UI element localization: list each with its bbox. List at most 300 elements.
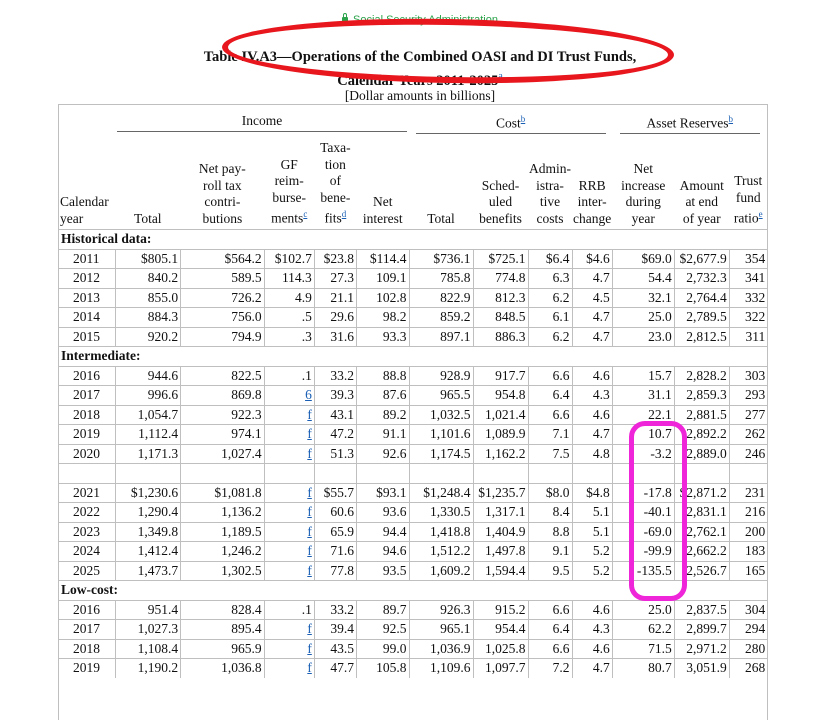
col-header-sched: Sched- uled benefits (479, 177, 522, 226)
cell: 304 (729, 600, 767, 620)
cell: 5.2 (572, 561, 612, 581)
cell: 7.2 (528, 659, 572, 678)
cell: 726.2 (181, 288, 264, 308)
cell: 1,036.9 (409, 639, 473, 659)
row-year: 2018 (59, 639, 115, 659)
cell: 1,027.3 (115, 620, 181, 640)
cell: 1,109.6 (409, 659, 473, 678)
cell: 80.7 (612, 659, 674, 678)
cell: 884.3 (115, 308, 181, 328)
cell[interactable]: f (264, 405, 314, 425)
cell[interactable]: f (264, 522, 314, 542)
cell: .5 (264, 308, 314, 328)
cell: 39.3 (314, 386, 356, 406)
cell: 2,789.5 (674, 308, 729, 328)
cell: $55.7 (314, 483, 356, 503)
cell: 589.5 (181, 269, 264, 289)
cell: 200 (729, 522, 767, 542)
cell: 2,889.0 (674, 444, 729, 464)
cell: 965.5 (409, 386, 473, 406)
cell: 2,892.2 (674, 425, 729, 445)
cell: 2,526.7 (674, 561, 729, 581)
cell: 21.1 (314, 288, 356, 308)
cell: 4.6 (572, 639, 612, 659)
cell: 822.9 (409, 288, 473, 308)
cell: 262 (729, 425, 767, 445)
cell: 65.9 (314, 522, 356, 542)
cell: 22.1 (612, 405, 674, 425)
group-header-row (59, 106, 767, 134)
cell: 5.1 (572, 503, 612, 523)
cell: 93.6 (357, 503, 410, 523)
row-year: 2016 (59, 600, 115, 620)
cell: 1,317.1 (473, 503, 528, 523)
cell: 4.9 (264, 288, 314, 308)
empty-cell (115, 464, 181, 484)
cell: 183 (729, 542, 767, 562)
cell: $1,235.7 (473, 483, 528, 503)
cell: 2,732.3 (674, 269, 729, 289)
cell: .1 (264, 366, 314, 386)
cell: 1,594.4 (473, 561, 528, 581)
cell: 303 (729, 366, 767, 386)
cell: 322 (729, 308, 767, 328)
cell: 246 (729, 444, 767, 464)
cell: 4.3 (572, 620, 612, 640)
cell: 1,330.5 (409, 503, 473, 523)
cell: $102.7 (264, 249, 314, 269)
cell: 165 (729, 561, 767, 581)
cell: 848.5 (473, 308, 528, 328)
cell: 10.7 (612, 425, 674, 445)
cell: 60.6 (314, 503, 356, 523)
assets-note-link[interactable]: b (728, 114, 734, 124)
table-row (59, 620, 767, 640)
cell: 7.1 (528, 425, 572, 445)
row-year: 2021 (59, 483, 115, 503)
cell: $736.1 (409, 249, 473, 269)
cell: 1,418.8 (409, 522, 473, 542)
cell: 94.6 (357, 542, 410, 562)
cell: 974.1 (181, 425, 264, 445)
cell: 4.7 (572, 308, 612, 328)
asset-reserves-group-header: Asset Reserves$^b$ (620, 110, 760, 134)
cell: 89.7 (357, 600, 410, 620)
row-year: 2012 (59, 269, 115, 289)
cell: 94.4 (357, 522, 410, 542)
cell: 88.8 (357, 366, 410, 386)
cell: 9.1 (528, 542, 572, 562)
cell: 43.5 (314, 639, 356, 659)
empty-cell (357, 464, 410, 484)
table-subtitle: [Dollar amounts in billions] (344, 88, 496, 103)
cell: 6.2 (528, 288, 572, 308)
cell: 4.7 (572, 659, 612, 678)
cell: 31.6 (314, 327, 356, 347)
cell: 47.2 (314, 425, 356, 445)
cell: 1,112.4 (115, 425, 181, 445)
cell: 92.5 (357, 620, 410, 640)
col-header-rrb: RRB inter- change (573, 177, 612, 226)
cell: 109.1 (357, 269, 410, 289)
cell: 1,089.9 (473, 425, 528, 445)
cell: $564.2 (181, 249, 264, 269)
table-row (59, 288, 767, 308)
cell: 293 (729, 386, 767, 406)
cell: 915.2 (473, 600, 528, 620)
cell: 114.3 (264, 269, 314, 289)
cell: 2,837.5 (674, 600, 729, 620)
cell: 27.3 (314, 269, 356, 289)
cell: 1,246.2 (181, 542, 264, 562)
cell: 859.2 (409, 308, 473, 328)
cell: 2,971.2 (674, 639, 729, 659)
cell: 25.0 (612, 308, 674, 328)
cell[interactable]: f (264, 425, 314, 445)
table-row (59, 600, 767, 620)
row-year: 2018 (59, 405, 115, 425)
table-row (59, 308, 767, 328)
cell: 6.1 (528, 308, 572, 328)
cell: 33.2 (314, 600, 356, 620)
cell: 1,027.4 (181, 444, 264, 464)
cell: 354 (729, 249, 767, 269)
col-header-taxben: Taxa- tion of bene- fits$^d$ (320, 140, 351, 226)
cell: 23.0 (612, 327, 674, 347)
cell: 280 (729, 639, 767, 659)
row-year: 2023 (59, 522, 115, 542)
cell: 2,828.2 (674, 366, 729, 386)
cell: 8.8 (528, 522, 572, 542)
cell[interactable]: 6 (264, 386, 314, 406)
cell[interactable]: f (264, 542, 314, 562)
cell: 6.4 (528, 620, 572, 640)
cell: -3.2 (612, 444, 674, 464)
cell: -99.9 (612, 542, 674, 562)
cell: .3 (264, 327, 314, 347)
row-year: 2016 (59, 366, 115, 386)
table-row (59, 386, 767, 406)
section-header-row (59, 230, 767, 250)
cell: 1,497.8 (473, 542, 528, 562)
cell: 4.5 (572, 288, 612, 308)
cell[interactable]: f (264, 639, 314, 659)
cell: 917.7 (473, 366, 528, 386)
cell: 29.6 (314, 308, 356, 328)
cell: 1,512.2 (409, 542, 473, 562)
cell: $2,677.9 (674, 249, 729, 269)
cell: 1,101.6 (409, 425, 473, 445)
cell: 1,032.5 (409, 405, 473, 425)
cell[interactable]: f (264, 659, 314, 678)
cell: 51.3 (314, 444, 356, 464)
cell: 794.9 (181, 327, 264, 347)
cell: 6.6 (528, 366, 572, 386)
row-year: 2022 (59, 503, 115, 523)
col-header-payroll: Net pay- roll tax contri- butions (198, 161, 246, 226)
row-year: 2013 (59, 288, 115, 308)
cell: 216 (729, 503, 767, 523)
cell: 869.8 (181, 386, 264, 406)
title-footnote-link[interactable]: a (498, 71, 503, 82)
cell: 2,831.1 (674, 503, 729, 523)
cell: 47.7 (314, 659, 356, 678)
cell: 822.5 (181, 366, 264, 386)
cell: $805.1 (115, 249, 181, 269)
column-header-row (59, 134, 767, 230)
cell[interactable]: f (264, 503, 314, 523)
cell: 1,054.7 (115, 405, 181, 425)
section-label: Low-cost: (59, 581, 767, 601)
row-year: 2015 (59, 327, 115, 347)
col-note-link[interactable]: d (341, 209, 347, 219)
col-note-link[interactable]: e (758, 209, 763, 219)
cell: 1,412.4 (115, 542, 181, 562)
cell: 6.6 (528, 600, 572, 620)
cell: $1,248.4 (409, 483, 473, 503)
cell: $4.8 (572, 483, 612, 503)
row-year: 2025 (59, 561, 115, 581)
col-header-gf: GF reim- burse- ments$^c$ (271, 156, 308, 226)
cell: 1,404.9 (473, 522, 528, 542)
cell: 922.3 (181, 405, 264, 425)
cell: 895.4 (181, 620, 264, 640)
empty-cell (409, 464, 473, 484)
cell: 25.0 (612, 600, 674, 620)
cell: $2,871.2 (674, 483, 729, 503)
cell: 102.8 (357, 288, 410, 308)
cell: 1,609.2 (409, 561, 473, 581)
cell: 1,108.4 (115, 639, 181, 659)
cell: 4.8 (572, 444, 612, 464)
col-header-total: Total (134, 210, 162, 226)
cell: 98.2 (357, 308, 410, 328)
empty-cell (181, 464, 264, 484)
cell: 6.6 (528, 639, 572, 659)
section-label: Intermediate: (59, 347, 767, 367)
cell: 43.1 (314, 405, 356, 425)
cell: 62.2 (612, 620, 674, 640)
cell: 840.2 (115, 269, 181, 289)
cell: 954.4 (473, 620, 528, 640)
cell: $23.8 (314, 249, 356, 269)
cell: 1,189.5 (181, 522, 264, 542)
cell: 89.2 (357, 405, 410, 425)
cell: 4.7 (572, 269, 612, 289)
cell: 1,174.5 (409, 444, 473, 464)
cell: 277 (729, 405, 767, 425)
cell: 1,136.2 (181, 503, 264, 523)
cell: 965.9 (181, 639, 264, 659)
row-year: 2024 (59, 542, 115, 562)
cell: 1,025.8 (473, 639, 528, 659)
cell: 6.4 (528, 386, 572, 406)
cell: 4.7 (572, 425, 612, 445)
cell: 996.6 (115, 386, 181, 406)
cell: 954.8 (473, 386, 528, 406)
cell: $69.0 (612, 249, 674, 269)
col-header-year: Calendar year (60, 194, 109, 226)
col-header-cost-total: Total (427, 210, 455, 226)
cell: 1,021.4 (473, 405, 528, 425)
col-header-admin: Admin- istra- tive costs (529, 161, 571, 226)
income-group-header: Income (117, 112, 407, 132)
cell: 1,036.8 (181, 659, 264, 678)
cell: 6.6 (528, 405, 572, 425)
cell: 944.6 (115, 366, 181, 386)
cell: 9.5 (528, 561, 572, 581)
empty-cell (473, 464, 528, 484)
cell: 99.0 (357, 639, 410, 659)
cell: 32.1 (612, 288, 674, 308)
cell: $725.1 (473, 249, 528, 269)
cell: 756.0 (181, 308, 264, 328)
cell: 294 (729, 620, 767, 640)
col-note-link[interactable]: c (303, 209, 308, 219)
cell: 2,812.5 (674, 327, 729, 347)
table-row (59, 327, 767, 347)
cell: 71.5 (612, 639, 674, 659)
row-year: 2019 (59, 425, 115, 445)
cell: 886.3 (473, 327, 528, 347)
cell: 1,171.3 (115, 444, 181, 464)
empty-cell (264, 464, 314, 484)
cell: 33.2 (314, 366, 356, 386)
cell: 2,859.3 (674, 386, 729, 406)
cell: $114.4 (357, 249, 410, 269)
cell: .1 (264, 600, 314, 620)
cell: 2,662.2 (674, 542, 729, 562)
cell[interactable]: f (264, 620, 314, 640)
cell: 31.1 (612, 386, 674, 406)
cell: 951.4 (115, 600, 181, 620)
cell: 2,764.4 (674, 288, 729, 308)
cell: 231 (729, 483, 767, 503)
site-name: Social Security Administration (353, 14, 498, 26)
cell: 774.8 (473, 269, 528, 289)
cell[interactable]: f (264, 483, 314, 503)
cell: 268 (729, 659, 767, 678)
cell: $4.6 (572, 249, 612, 269)
cell: 785.8 (409, 269, 473, 289)
cell: 311 (729, 327, 767, 347)
row-year: 2011 (59, 249, 115, 269)
cell: 6.3 (528, 269, 572, 289)
cell: 7.5 (528, 444, 572, 464)
title-line-1: Table IV.A3—Operations of the Combined OASI and DI Trust Funds, (203, 49, 637, 65)
cell: 87.6 (357, 386, 410, 406)
cell: 2,881.5 (674, 405, 729, 425)
title-line-2: Calendar Years 2011-2025 (337, 72, 499, 89)
row-year: 2019 (59, 659, 115, 678)
cell: 4.6 (572, 405, 612, 425)
row-year: 2014 (59, 308, 115, 328)
cell: 4.6 (572, 600, 612, 620)
cell: 71.6 (314, 542, 356, 562)
cell: 54.4 (612, 269, 674, 289)
col-header-interest: Net interest (362, 194, 403, 226)
cell: $93.1 (357, 483, 410, 503)
cell: 1,473.7 (115, 561, 181, 581)
empty-cell (572, 464, 612, 484)
cell: 105.8 (357, 659, 410, 678)
cell: 1,290.4 (115, 503, 181, 523)
cell: 332 (729, 288, 767, 308)
cell: 1,097.7 (473, 659, 528, 678)
cell: 91.1 (357, 425, 410, 445)
table-row (59, 269, 767, 289)
cell: 92.6 (357, 444, 410, 464)
cell: -135.5 (612, 561, 674, 581)
cell: 77.8 (314, 561, 356, 581)
cell: $1,081.8 (181, 483, 264, 503)
row-year: 2017 (59, 620, 115, 640)
cell: 920.2 (115, 327, 181, 347)
cell[interactable]: f (264, 444, 314, 464)
col-header-netinc: Net increase during year (621, 161, 666, 226)
cell: 39.4 (314, 620, 356, 640)
cell[interactable]: f (264, 561, 314, 581)
cost-note-link[interactable]: b (520, 114, 526, 124)
cell: 1,162.2 (473, 444, 528, 464)
cell: 93.5 (357, 561, 410, 581)
cell: 8.4 (528, 503, 572, 523)
cell: 828.4 (181, 600, 264, 620)
cell: 1,190.2 (115, 659, 181, 678)
table-row (59, 639, 767, 659)
cell: 4.7 (572, 327, 612, 347)
cell: 4.3 (572, 386, 612, 406)
cell: 1,302.5 (181, 561, 264, 581)
row-year: 2017 (59, 386, 115, 406)
table-row (59, 659, 767, 678)
cell: 4.6 (572, 366, 612, 386)
cell: 5.1 (572, 522, 612, 542)
empty-cell (729, 464, 767, 484)
cell: 341 (729, 269, 767, 289)
table-row (59, 249, 767, 269)
cell: 2,899.7 (674, 620, 729, 640)
cell: 812.3 (473, 288, 528, 308)
cell: 855.0 (115, 288, 181, 308)
cell: 1,349.8 (115, 522, 181, 542)
table-row (59, 366, 767, 386)
col-header-ratio: Trust fund ratio$^e$ (733, 173, 763, 226)
cell: 2,762.1 (674, 522, 729, 542)
cell: $1,230.6 (115, 483, 181, 503)
cell: -17.8 (612, 483, 674, 503)
col-header-amount: Amount at end of year (679, 177, 724, 226)
cell: -40.1 (612, 503, 674, 523)
empty-cell (314, 464, 356, 484)
row-year: 2020 (59, 444, 115, 464)
cell: 897.1 (409, 327, 473, 347)
empty-cell (528, 464, 572, 484)
cell: -69.0 (612, 522, 674, 542)
cell: 5.2 (572, 542, 612, 562)
cell: 928.9 (409, 366, 473, 386)
cell: $8.0 (528, 483, 572, 503)
cell: 15.7 (612, 366, 674, 386)
cell: 965.1 (409, 620, 473, 640)
section-label: Historical data: (59, 230, 767, 250)
cell: 926.3 (409, 600, 473, 620)
cost-group-header: Cost$^b$ (416, 110, 606, 134)
section-header-row (59, 347, 767, 367)
empty-cell (59, 464, 115, 484)
cell: 93.3 (357, 327, 410, 347)
cell: 3,051.9 (674, 659, 729, 678)
